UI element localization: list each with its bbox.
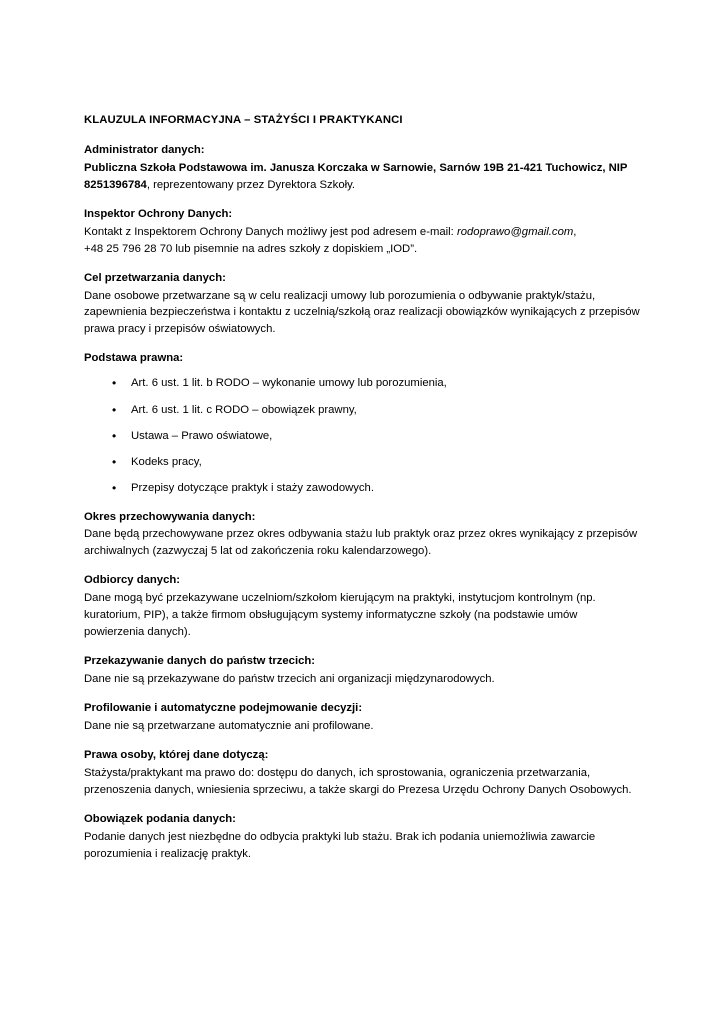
text-run: Dane osobowe przetwarzane są w celu realizacji umowy lub porozumienia o odbywanie praktyk/stażu, zapewnienia bezpieczeństwa i kontaktu z uczelnią/szkołą oraz realizacji obowiązków wynikających z przepisów prawa pracy i przepisów oświatowych. bbox=[84, 289, 640, 336]
list-item: • Przepisy dotyczące praktyk i staży zawodowych. bbox=[84, 481, 640, 496]
text-run: Dane mogą być przekazywane uczelniom/szkołom kierującym na praktyki, instytucjom kontrolnym (np. kuratorium, PIP), a także firmom obsługującym systemy informatyczne szkoły (na podstawie umów powierzenia danych). bbox=[84, 592, 596, 639]
section-profilowanie bbox=[84, 700, 640, 735]
section-heading: Inspektor Ochrony Danych: bbox=[84, 207, 233, 220]
section-administrator bbox=[84, 142, 640, 194]
section-okres-przechowywania bbox=[84, 509, 640, 561]
text-run: , bbox=[573, 225, 577, 238]
section-paragraph bbox=[84, 590, 640, 641]
section-podstawa-prawna bbox=[84, 350, 640, 496]
list-item: • Art. 6 ust. 1 lit. b RODO – wykonanie umowy lub porozumienia, bbox=[84, 376, 640, 391]
section-heading: Odbiorcy danych: bbox=[84, 574, 181, 587]
section-paragraph bbox=[84, 241, 640, 258]
section-inspektor bbox=[84, 206, 640, 258]
section-prawa-osoby bbox=[84, 747, 640, 799]
text-run: Podanie danych jest niezbędne do odbycia praktyki lub stażu. Brak ich podania uniemożliwia zawarcie porozumienia i realizację praktyk. bbox=[84, 830, 596, 860]
text-run: +48 25 796 28 70 lub pisemnie na adres szkoły z dopiskiem „IOD”. bbox=[84, 242, 418, 255]
text-run: Stażysta/praktykant ma prawo do: dostępu do danych, ich sprostowania, ograniczenia przetwarzania, przenoszenia danych, wniesienia sprzeciwu, a także skargi do Prezesa Urzędu Ochrony Danych Osobowych. bbox=[84, 766, 632, 796]
document-body bbox=[84, 112, 640, 862]
bullet-list bbox=[84, 376, 640, 496]
section-heading: Podstawa prawna: bbox=[84, 352, 184, 365]
section-paragraph bbox=[84, 224, 640, 241]
section-heading: Obowiązek podania danych: bbox=[84, 812, 236, 825]
email-text: rodoprawo@gmail.com bbox=[456, 225, 574, 238]
section-paragraph bbox=[84, 765, 640, 799]
section-heading: Cel przetwarzania danych: bbox=[84, 271, 226, 284]
section-heading: Prawa osoby, której dane dotyczą: bbox=[84, 748, 269, 761]
section-cel-przetwarzania bbox=[84, 270, 640, 339]
section-odbiorcy bbox=[84, 572, 640, 641]
section-panstwa-trzecie bbox=[84, 653, 640, 688]
page-title: KLAUZULA INFORMACYJNA – STAŻYŚCI I PRAKTYKANCI bbox=[84, 114, 403, 126]
text-run: Dane nie są przekazywane do państw trzecich ani organizacji międzynarodowych. bbox=[84, 673, 495, 685]
text-run: Publiczna Szkoła Podstawowa im. Janusza Korczaka w Sarnowie, Sarnów 19B 21-421 Tuchowicz, NIP 8251396784 bbox=[84, 161, 628, 191]
section-paragraph bbox=[84, 829, 640, 863]
text-run: Dane będą przechowywane przez okres odbywania stażu lub praktyk oraz przez okres wynikający z przepisów archiwalnych (zazwyczaj 5 lat od zakończenia roku kalendarzowego). bbox=[84, 528, 638, 558]
section-heading: Przekazywanie danych do państw trzecich: bbox=[84, 655, 316, 668]
text-run: , reprezentowany przez Dyrektora Szkoły. bbox=[146, 178, 356, 191]
section-paragraph bbox=[84, 288, 640, 339]
section-heading: Profilowanie i automatyczne podejmowanie decyzji: bbox=[84, 701, 363, 714]
section-obowiazek-podania bbox=[84, 811, 640, 863]
text-run: Dane nie są przetwarzane automatycznie ani profilowane. bbox=[84, 719, 374, 732]
section-paragraph bbox=[84, 671, 640, 688]
section-paragraph bbox=[84, 718, 640, 735]
section-paragraph bbox=[84, 526, 640, 560]
text-run: Kontakt z Inspektorem Ochrony Danych możliwy jest pod adresem e-mail: bbox=[84, 225, 457, 238]
section-heading: Administrator danych: bbox=[84, 143, 205, 156]
list-item: • Ustawa – Prawo oświatowe, bbox=[84, 429, 640, 444]
section-paragraph bbox=[84, 160, 640, 194]
document-sections bbox=[84, 142, 640, 863]
list-item: • Art. 6 ust. 1 lit. c RODO – obowiązek prawny, bbox=[84, 403, 640, 418]
list-item: • Kodeks pracy, bbox=[84, 455, 640, 470]
section-heading: Okres przechowywania danych: bbox=[84, 510, 256, 523]
